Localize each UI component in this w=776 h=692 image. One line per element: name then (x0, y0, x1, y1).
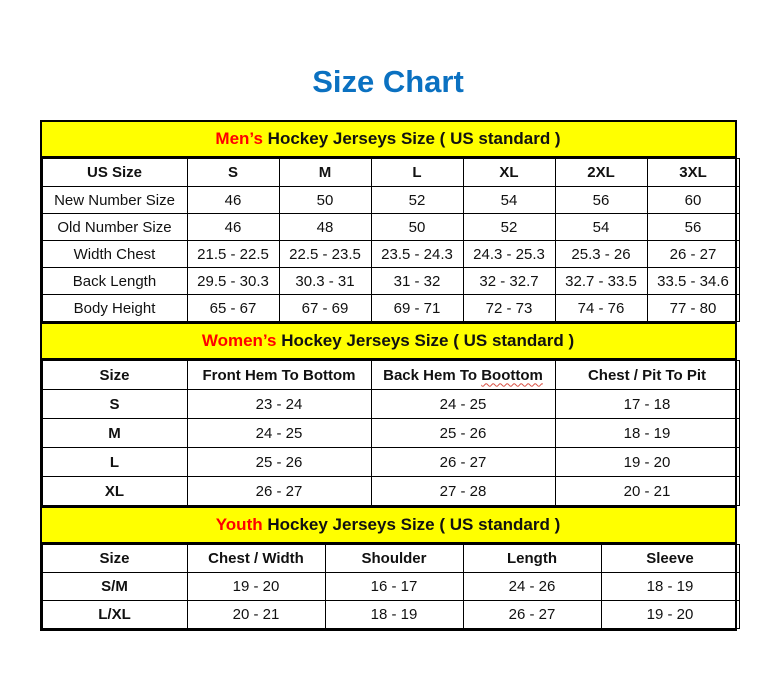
table-cell: 52 (463, 214, 555, 241)
row-label: Body Height (42, 295, 187, 322)
table-cell: 20 - 21 (555, 477, 739, 506)
youth-size-table (42, 544, 740, 629)
table-cell: 26 - 27 (371, 448, 555, 477)
womens-header-row (42, 361, 739, 390)
table-cell: 77 - 80 (647, 295, 739, 322)
table-cell: 26 - 27 (187, 477, 371, 506)
row-label: Old Number Size (42, 214, 187, 241)
table-cell: 19 - 20 (601, 601, 739, 629)
table-row (42, 601, 739, 629)
column-header: 2XL (555, 159, 647, 187)
column-header: Front Hem To Bottom (187, 361, 371, 390)
table-cell: 24.3 - 25.3 (463, 241, 555, 268)
table-cell: 26 - 27 (647, 241, 739, 268)
banner-highlight-womens: Women’s (201, 331, 277, 350)
table-cell: 50 (279, 187, 371, 214)
table-row (42, 448, 739, 477)
table-cell: 31 - 32 (371, 268, 463, 295)
misspelled-word: Boottom (481, 366, 543, 384)
table-cell: 24 - 25 (371, 390, 555, 419)
table-cell: 18 - 19 (601, 573, 739, 601)
section-banner-womens (42, 322, 735, 360)
table-cell: 46 (187, 214, 279, 241)
table-row (42, 241, 739, 268)
mens-header-row (42, 159, 739, 187)
table-cell: 18 - 19 (325, 601, 463, 629)
column-header: L (371, 159, 463, 187)
table-cell: 16 - 17 (325, 573, 463, 601)
row-label: Width Chest (42, 241, 187, 268)
column-header: Chest / Pit To Pit (555, 361, 739, 390)
column-header: Sleeve (601, 545, 739, 573)
table-cell: 21.5 - 22.5 (187, 241, 279, 268)
table-cell: 29.5 - 30.3 (187, 268, 279, 295)
column-header: Size (42, 361, 187, 390)
column-header: M (279, 159, 371, 187)
row-label: S (42, 390, 187, 419)
banner-text-mens: Hockey Jerseys Size ( US standard ) (262, 129, 561, 148)
table-cell: 32 - 32.7 (463, 268, 555, 295)
table-cell: 23.5 - 24.3 (371, 241, 463, 268)
column-header: XL (463, 159, 555, 187)
table-row (42, 187, 739, 214)
table-cell: 19 - 20 (187, 573, 325, 601)
table-cell: 54 (555, 214, 647, 241)
table-cell: 25 - 26 (371, 419, 555, 448)
youth-header-row (42, 545, 739, 573)
row-label: L/XL (42, 601, 187, 629)
table-cell: 23 - 24 (187, 390, 371, 419)
table-cell: 46 (187, 187, 279, 214)
table-cell: 32.7 - 33.5 (555, 268, 647, 295)
banner-text-youth: Hockey Jerseys Size ( US standard ) (262, 515, 561, 534)
table-cell: 69 - 71 (371, 295, 463, 322)
column-header: 3XL (647, 159, 739, 187)
table-row (42, 295, 739, 322)
row-label: XL (42, 477, 187, 506)
table-cell: 17 - 18 (555, 390, 739, 419)
section-banner-mens (42, 122, 735, 158)
table-cell: 25.3 - 26 (555, 241, 647, 268)
column-header: S (187, 159, 279, 187)
table-row (42, 573, 739, 601)
table-cell: 26 - 27 (463, 601, 601, 629)
table-cell: 24 - 25 (187, 419, 371, 448)
row-label: S/M (42, 573, 187, 601)
table-cell: 74 - 76 (555, 295, 647, 322)
column-header (371, 361, 555, 390)
section-banner-youth (42, 506, 735, 544)
table-cell: 25 - 26 (187, 448, 371, 477)
column-header: US Size (42, 159, 187, 187)
table-cell: 20 - 21 (187, 601, 325, 629)
table-cell: 65 - 67 (187, 295, 279, 322)
table-cell: 56 (555, 187, 647, 214)
table-cell: 22.5 - 23.5 (279, 241, 371, 268)
table-cell: 24 - 26 (463, 573, 601, 601)
table-cell: 67 - 69 (279, 295, 371, 322)
table-row (42, 390, 739, 419)
table-cell: 50 (371, 214, 463, 241)
table-cell: 27 - 28 (371, 477, 555, 506)
row-label: M (42, 419, 187, 448)
table-cell: 54 (463, 187, 555, 214)
table-row (42, 268, 739, 295)
row-label: New Number Size (42, 187, 187, 214)
column-header-text: Back Hem To (383, 366, 478, 384)
table-cell: 30.3 - 31 (279, 268, 371, 295)
column-header: Shoulder (325, 545, 463, 573)
table-cell: 33.5 - 34.6 (647, 268, 739, 295)
table-cell: 19 - 20 (555, 448, 739, 477)
table-cell: 60 (647, 187, 739, 214)
womens-size-table (42, 360, 740, 506)
mens-size-table (42, 158, 740, 322)
row-label: Back Length (42, 268, 187, 295)
table-cell: 72 - 73 (463, 295, 555, 322)
table-cell: 18 - 19 (555, 419, 739, 448)
size-chart (40, 120, 737, 631)
page-title: Size Chart (312, 64, 464, 99)
column-header: Size (42, 545, 187, 573)
table-row (42, 477, 739, 506)
banner-highlight-mens: Men’s (215, 129, 263, 148)
table-cell: 48 (279, 214, 371, 241)
table-row (42, 419, 739, 448)
banner-highlight-youth: Youth (215, 515, 263, 534)
banner-text-womens: Hockey Jerseys Size ( US standard ) (276, 331, 575, 350)
table-row (42, 214, 739, 241)
table-cell: 52 (371, 187, 463, 214)
row-label: L (42, 448, 187, 477)
column-header: Chest / Width (187, 545, 325, 573)
table-cell: 56 (647, 214, 739, 241)
column-header: Length (463, 545, 601, 573)
